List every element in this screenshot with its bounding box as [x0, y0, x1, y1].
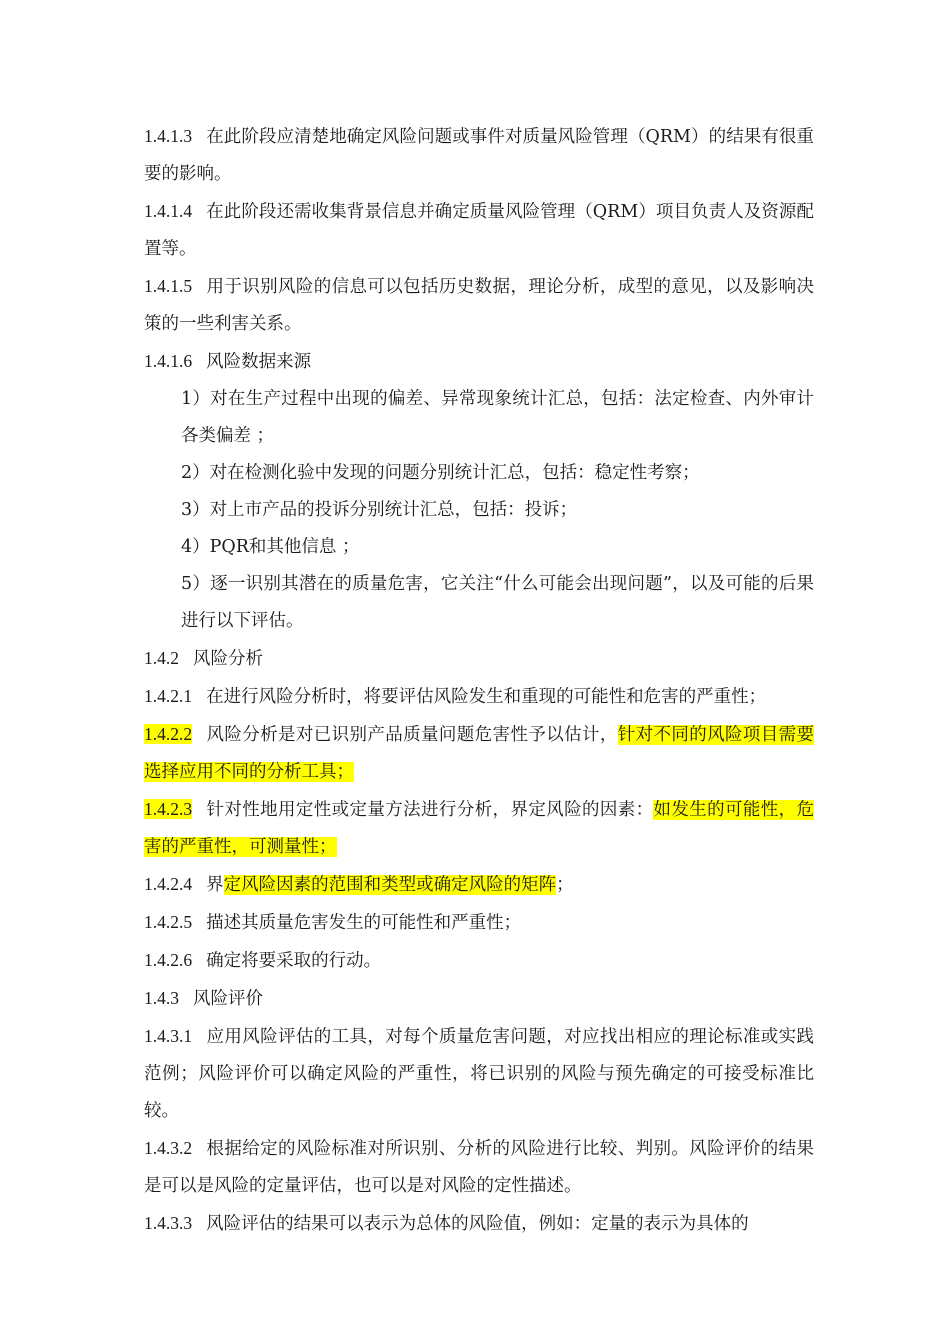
paragraph-1-4-1-6 [144, 343, 814, 381]
paragraph-1-4-3-3 [144, 1205, 814, 1243]
section-number: 1.4.1.4 [144, 201, 193, 221]
paragraph-text-tail: ； [556, 875, 574, 895]
section-number: 1.4.3.2 [144, 1138, 193, 1158]
paragraph-text: 在此阶段应清楚地确定风险问题或事件对质量风险管理（QRM）的结果有很重要的影响。 [144, 127, 814, 184]
list-item-4 [144, 529, 814, 566]
section-heading-1-4-3 [144, 980, 814, 1018]
section-number: 1.4.2.6 [144, 950, 193, 970]
paragraph-text: 风险分析是对已识别产品质量问题危害性予以估计， [206, 725, 618, 745]
paragraph-text: 应用风险评估的工具，对每个质量危害问题，对应找出相应的理论标准或实践范例；风险评价可以确定风险的严重性，将已识别的风险与预先确定的可接受标准比较。 [144, 1027, 814, 1121]
paragraph-text: 在进行风险分析时，将要评估风险发生和重现的可能性和危害的严重性； [206, 687, 767, 707]
paragraph-text: 风险评估的结果可以表示为总体的风险值，例如：定量的表示为具体的 [206, 1214, 749, 1234]
document-body [144, 118, 814, 1243]
highlighted-text: 针对不同的风险项目需要选择应用不同的分析工具； [144, 725, 815, 782]
paragraph-1-4-2-5 [144, 904, 814, 942]
paragraph-text: 针对性地用定性或定量方法进行分析，界定风险的因素： [206, 800, 654, 820]
section-number: 1.4.1.5 [144, 276, 193, 296]
paragraph-text: 描述其质量危害发生的可能性和严重性； [206, 913, 522, 933]
section-title: 风险分析 [193, 649, 263, 669]
highlighted-text: 定风险因素的范围和类型或确定风险的矩阵 [223, 875, 557, 895]
section-number-highlighted: 1.4.2.2 [144, 724, 193, 744]
section-number: 1.4.2 [144, 648, 179, 668]
paragraph-1-4-2-1 [144, 678, 814, 716]
highlighted-text: 如发生的可能性，危害的严重性，可测量性； [144, 800, 814, 857]
paragraph-1-4-2-6 [144, 942, 814, 980]
paragraph-1-4-1-4 [144, 193, 814, 268]
list-item-text: 3）对上市产品的投诉分别统计汇总，包括：投诉； [181, 500, 578, 520]
list-item-text: 5）逐一识别其潜在的质量危害，它关注“什么可能会出现问题”，以及可能的后果进行以下评估。 [181, 574, 814, 631]
section-number: 1.4.2.5 [144, 912, 193, 932]
section-number: 1.4.3.3 [144, 1213, 193, 1233]
section-title: 风险评价 [193, 989, 263, 1009]
paragraph-1-4-1-3 [144, 118, 814, 193]
list-item-text: 1）对在生产过程中出现的偏差、异常现象统计汇总，包括：法定检查、内外审计各类偏差 ； [181, 389, 814, 446]
paragraph-1-4-2-3 [144, 791, 814, 866]
list-item-text: 4）PQR和其他信息 ； [181, 537, 360, 557]
paragraph-text: 根据给定的风险标准对所识别、分析的风险进行比较、判别。风险评价的结果是可以是风险的定量评估，也可以是对风险的定性描述。 [144, 1139, 814, 1196]
paragraph-1-4-3-2 [144, 1130, 814, 1205]
list-item-3 [144, 492, 814, 529]
section-number: 1.4.2.4 [144, 874, 193, 894]
list-item-2 [144, 455, 814, 492]
paragraph-1-4-2-4 [144, 866, 814, 904]
paragraph-1-4-3-1 [144, 1018, 814, 1130]
paragraph-text: 在此阶段还需收集背景信息并确定质量风险管理（QRM）项目负责人及资源配置等。 [144, 202, 814, 259]
paragraph-text: 用于识别风险的信息可以包括历史数据，理论分析，成型的意见，以及影响决策的一些利害关系。 [144, 277, 814, 334]
section-number: 1.4.2.1 [144, 686, 193, 706]
section-number-highlighted: 1.4.2.3 [144, 799, 193, 819]
paragraph-1-4-1-5 [144, 268, 814, 343]
paragraph-text: 界 [206, 875, 224, 895]
section-number: 1.4.1.3 [144, 126, 193, 146]
section-number: 1.4.3 [144, 988, 179, 1008]
section-heading-1-4-2 [144, 640, 814, 678]
list-item-text: 2）对在检测化验中发现的问题分别统计汇总，包括：稳定性考察； [181, 463, 700, 483]
list-item-5 [144, 566, 814, 640]
paragraph-text: 确定将要采取的行动。 [206, 951, 382, 971]
list-item-1 [144, 381, 814, 455]
paragraph-text: 风险数据来源 [206, 352, 312, 372]
section-number: 1.4.3.1 [144, 1026, 193, 1046]
paragraph-1-4-2-2 [144, 716, 814, 791]
section-number: 1.4.1.6 [144, 351, 193, 371]
